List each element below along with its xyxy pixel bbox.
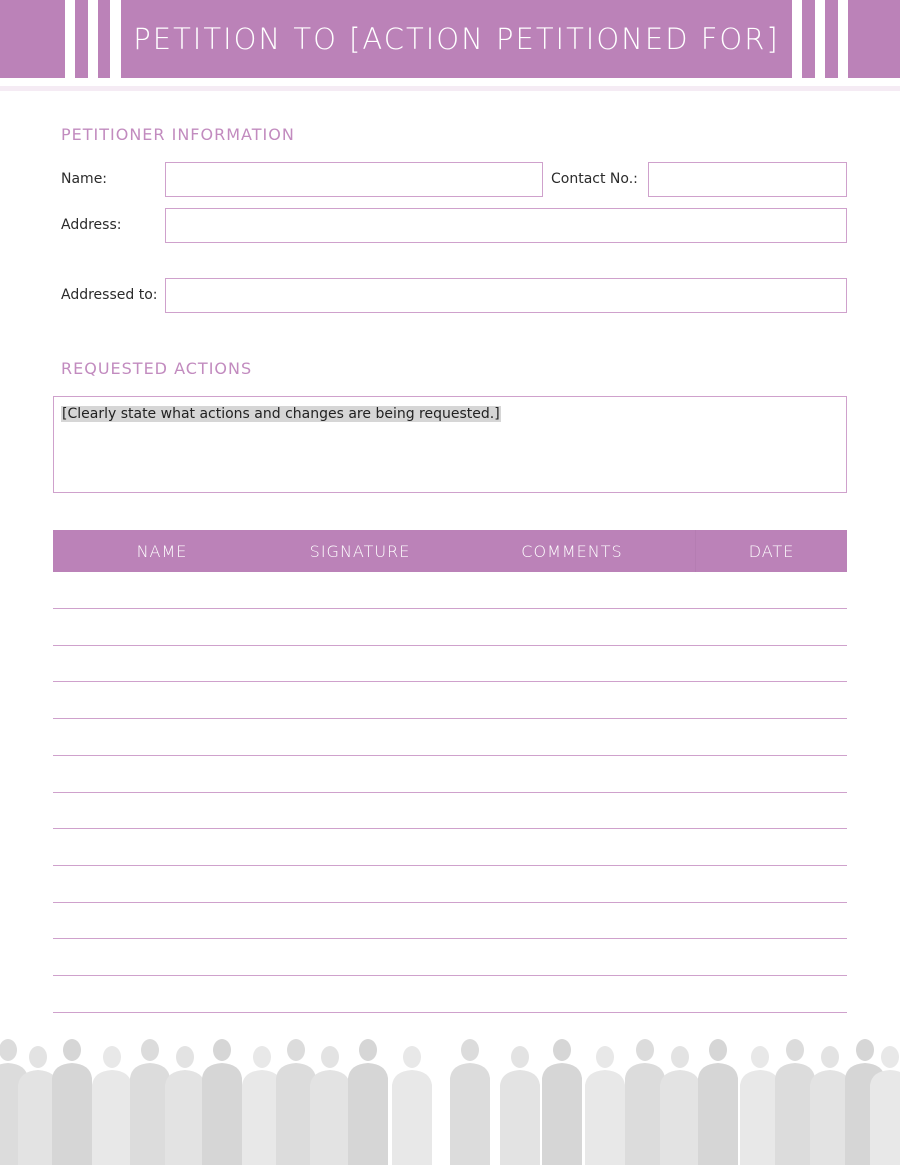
address-label: Address: bbox=[61, 217, 122, 233]
title-banner bbox=[0, 0, 900, 78]
banner-stripe bbox=[802, 0, 815, 78]
table-row[interactable] bbox=[53, 645, 847, 646]
name-label: Name: bbox=[61, 171, 108, 187]
table-row[interactable] bbox=[53, 608, 847, 609]
table-row[interactable] bbox=[53, 902, 847, 903]
table-row[interactable] bbox=[53, 718, 847, 719]
addressed-to-label: Addressed to: bbox=[61, 287, 158, 303]
banner-block-left bbox=[0, 0, 65, 78]
contact-label: Contact No.: bbox=[551, 171, 638, 187]
requested-actions-textarea[interactable] bbox=[53, 396, 847, 493]
table-row[interactable] bbox=[53, 681, 847, 682]
banner-block-right bbox=[848, 0, 900, 78]
table-row[interactable] bbox=[53, 975, 847, 976]
crowd-illustration bbox=[0, 1030, 900, 1165]
document-title: PETITION TO [ACTION PETITIONED FOR] bbox=[121, 0, 792, 78]
table-row[interactable] bbox=[53, 792, 847, 793]
table-row[interactable] bbox=[53, 755, 847, 756]
addressed-to-field[interactable] bbox=[165, 278, 847, 313]
requested-actions-heading: REQUESTED ACTIONS bbox=[61, 359, 253, 378]
banner-underline bbox=[0, 86, 900, 91]
column-header-date: DATE bbox=[695, 530, 847, 572]
table-row[interactable] bbox=[53, 938, 847, 939]
table-row[interactable] bbox=[53, 828, 847, 829]
column-header-comments: COMMENTS bbox=[521, 541, 623, 561]
contact-field[interactable] bbox=[648, 162, 847, 197]
column-header-name: NAME bbox=[136, 541, 188, 561]
table-row[interactable] bbox=[53, 865, 847, 866]
requested-actions-placeholder[interactable]: [Clearly state what actions and changes are being requested.] bbox=[62, 406, 500, 422]
banner-stripe bbox=[98, 0, 110, 78]
banner-stripe bbox=[825, 0, 838, 78]
column-header-signature: SIGNATURE bbox=[309, 541, 411, 561]
banner-stripe bbox=[75, 0, 88, 78]
table-row[interactable] bbox=[53, 1012, 847, 1013]
crowd-silhouette-icon bbox=[0, 1030, 900, 1165]
name-field[interactable] bbox=[165, 162, 543, 197]
signature-table-header bbox=[53, 530, 847, 572]
petitioner-info-heading: PETITIONER INFORMATION bbox=[61, 125, 295, 144]
address-field[interactable] bbox=[165, 208, 847, 243]
